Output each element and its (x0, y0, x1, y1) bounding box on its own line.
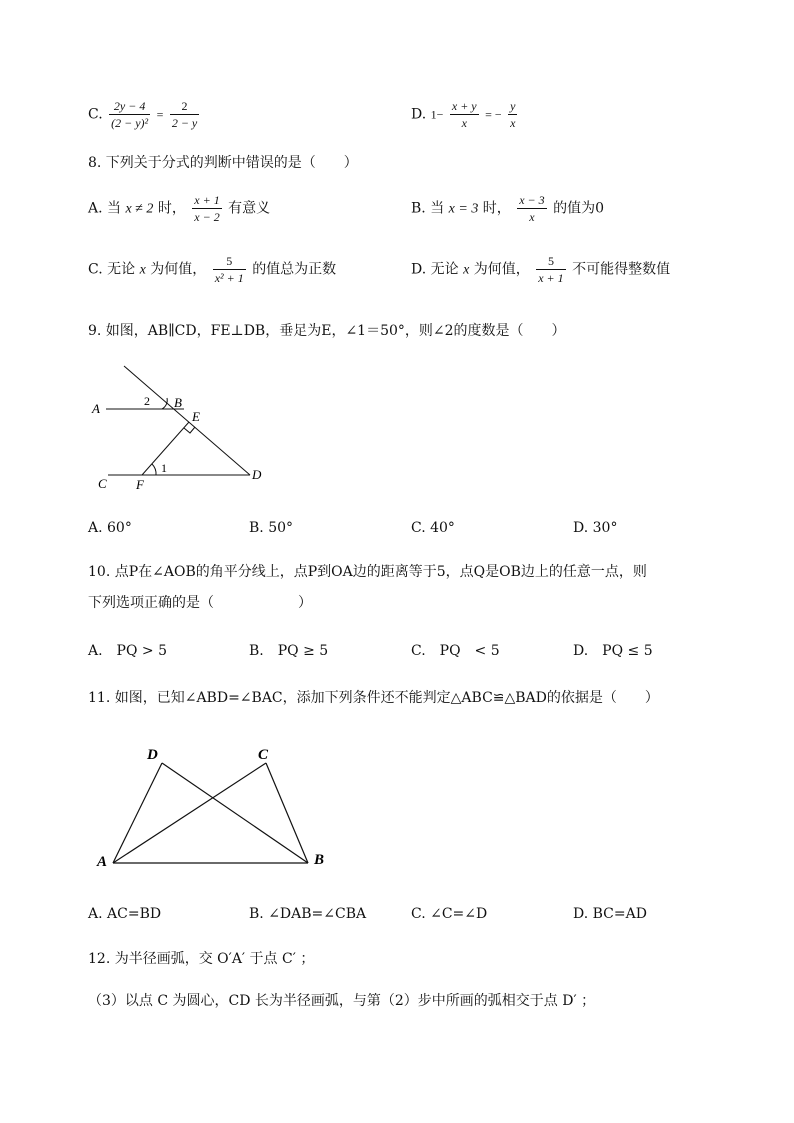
condition: x ≠ 2 (125, 201, 154, 217)
label-2: 2 (144, 394, 150, 408)
text-part: 时， (482, 200, 511, 217)
text-part: 为何值， (473, 261, 530, 278)
option-prefix: B. 当 (411, 200, 445, 217)
variable: x (463, 262, 470, 278)
label-d: D (252, 467, 262, 482)
q8-option-a (88, 192, 270, 225)
numerator: y (510, 99, 516, 113)
text-part: 有意义 (228, 200, 271, 217)
segment-ad (113, 763, 162, 863)
q8-stem: 8. 下列关于分式的判断中错误的是（ ） (88, 155, 358, 171)
numerator: 5 (536, 253, 565, 270)
label-c: C (98, 476, 107, 491)
q11-option-d: D. BC=AD (573, 906, 647, 922)
option-prefix: C. 无论 (88, 261, 136, 278)
fraction (109, 98, 150, 131)
numerator: x − 3 (519, 193, 545, 207)
expression-part: 1− (430, 107, 444, 122)
q10-option-b: B. PQ ≥ 5 (249, 643, 329, 659)
q9-option-c: C. 40° (411, 520, 455, 536)
equals-sign: = − (485, 107, 502, 122)
text-part: 的值为0 (553, 200, 605, 217)
right-angle-mark (184, 427, 195, 433)
denominator: x − 2 (194, 210, 220, 224)
denominator: x (461, 116, 467, 130)
q7-option-c (88, 98, 201, 131)
fraction (170, 98, 199, 131)
fraction (450, 98, 479, 131)
q10-option-d: D. PQ ≤ 5 (573, 643, 653, 659)
q9-option-d: D. 30° (573, 520, 618, 536)
label-1: 1 (161, 461, 167, 475)
option-label: D. (411, 106, 427, 123)
label-a: A (97, 854, 108, 870)
text-part: 不可能得整数值 (572, 261, 671, 278)
label-b: B (174, 395, 182, 410)
q12-line1: 12. 为半径画弧，交 O′A′ 于点 C′ ； (88, 951, 315, 967)
denominator: x (510, 116, 516, 130)
text-part: 为何值， (150, 261, 207, 278)
segment-bd (162, 763, 308, 863)
denominator: (2 − y)² (111, 116, 149, 130)
label-c: C (258, 747, 269, 763)
label-a: A (92, 401, 100, 416)
q11-stem: 11. 如图，已知∠ABD=∠BAC，添加下列条件还不能判定△ABC≌△BAD的依据是（ ） (88, 690, 659, 706)
fraction (517, 192, 546, 225)
q12-line2: （3）以点 C 为圆心，CD 长为半径画弧，与第（2）步中所画的弧相交于点 D′ ； (88, 993, 596, 1009)
equals-sign: = (156, 107, 164, 122)
q7-option-d (411, 98, 519, 131)
q11-option-c: C. ∠C=∠D (411, 906, 488, 922)
q8-option-d (411, 253, 670, 286)
q10-stem-line1: 10. 点P在∠AOB的角平分线上，点P到OA边的距离等于5，点Q是OB边上的任意一点，则 (88, 564, 647, 580)
denominator: 2 − y (171, 116, 198, 130)
q9-figure (88, 360, 278, 495)
label-f: F (136, 477, 144, 492)
denominator: x² + 1 (214, 271, 244, 285)
variable: x (139, 262, 146, 278)
fraction (213, 253, 246, 286)
numerator: 2y − 4 (109, 98, 150, 115)
q9-stem: 9. 如图，AB∥CD，FE⊥DB，垂足为E，∠1＝50°，则∠2的度数是（ ） (88, 323, 566, 339)
option-label: C. (88, 106, 103, 123)
denominator: x + 1 (538, 271, 564, 285)
line-transversal (124, 366, 250, 475)
option-prefix: D. 无论 (411, 261, 459, 278)
label-e: E (192, 409, 200, 424)
option-prefix: A. 当 (88, 200, 122, 217)
fraction (508, 98, 517, 131)
q10-option-c: C. PQ < 5 (411, 643, 500, 659)
label-b: B (314, 852, 325, 868)
q8-option-b (411, 192, 604, 225)
q11-option-a: A. AC=BD (88, 906, 162, 922)
angle-1-arc (152, 464, 156, 475)
numerator: x + 1 (194, 193, 220, 207)
q10-option-a: A. PQ > 5 (88, 643, 167, 659)
segment-ac (113, 763, 266, 863)
condition: x = 3 (448, 201, 479, 217)
numerator: 5 (213, 253, 246, 270)
label-d: D (147, 747, 158, 763)
text-part: 的值总为正数 (252, 261, 337, 278)
q9-option-b: B. 50° (249, 520, 294, 536)
numerator: 2 (170, 98, 199, 115)
q11-figure (95, 740, 335, 870)
text-part: 时， (157, 200, 186, 217)
fraction (536, 253, 565, 286)
q8-option-c (88, 253, 336, 286)
numerator: x + y (451, 99, 477, 113)
denominator: x (529, 210, 535, 224)
q9-option-a: A. 60° (88, 520, 132, 536)
q10-stem-line2: 下列选项正确的是（ ） (88, 595, 312, 611)
q11-option-b: B. ∠DAB=∠CBA (249, 906, 367, 922)
fraction (192, 192, 221, 225)
